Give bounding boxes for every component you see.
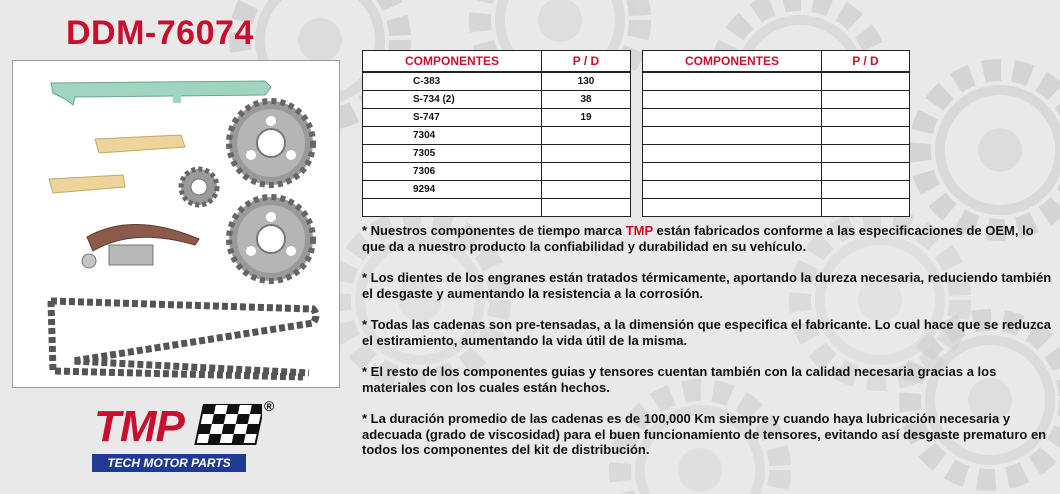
- pd-cell: [822, 145, 910, 163]
- timing-chain: [51, 301, 316, 377]
- component-cell: [643, 199, 822, 217]
- tensioner-arm: [82, 224, 199, 268]
- tmp-logo: [88, 400, 284, 480]
- pd-cell: [542, 181, 631, 199]
- table-row: [643, 109, 910, 127]
- table-row: [643, 72, 910, 91]
- pd-cell: [822, 163, 910, 181]
- product-image-frame: [12, 60, 340, 388]
- component-cell: 9294: [363, 181, 542, 199]
- pd-cell: [822, 72, 910, 91]
- table-row: [643, 181, 910, 199]
- component-cell: 7305: [363, 145, 542, 163]
- table-row: [363, 181, 631, 199]
- table-row: [643, 163, 910, 181]
- logo-wordmark: TMP: [94, 402, 184, 451]
- component-cell: [643, 91, 822, 109]
- logo-tagline: TECH MOTOR PARTS: [92, 454, 246, 472]
- camshaft-gear-top: [229, 101, 313, 185]
- pd-cell: [542, 127, 631, 145]
- table-row: [363, 91, 631, 109]
- checkered-flag-icon: [194, 404, 262, 452]
- crankshaft-gear: [181, 169, 217, 205]
- column-header-components: COMPONENTES: [643, 51, 822, 73]
- component-cell: 7304: [363, 127, 542, 145]
- note-text: están fabricados conforme a las especificaciones de OEM, lo que da a nuestro producto la confiabilidad y durabilidad en su vehículo.: [362, 223, 1034, 254]
- component-cell: S-734 (2): [363, 91, 542, 109]
- component-cell: [643, 127, 822, 145]
- component-cell: [643, 72, 822, 91]
- camshaft-gear-bottom: [229, 197, 313, 281]
- pd-cell: [822, 109, 910, 127]
- product-code-title: DDM-76074: [66, 14, 254, 52]
- pd-cell: [542, 199, 631, 217]
- note-text: * Nuestros componentes de tiempo marca: [362, 223, 626, 238]
- table-row: [643, 145, 910, 163]
- brand-highlight: TMP: [625, 223, 653, 238]
- note-chain-lifespan: * La duración promedio de las cadenas es de 100,000 Km siempre y cuando haya lubricación necesaria y adecuada (grado de viscosidad) para el buen funcionamiento de tensores, evitando así desgaste prematuro en todos los componentes del kit de distribución.: [362, 411, 1047, 457]
- component-cell: [363, 199, 542, 217]
- component-cell: 7306: [363, 163, 542, 181]
- pd-cell: [542, 163, 631, 181]
- registered-mark: ®: [264, 398, 275, 414]
- table-row: [363, 109, 631, 127]
- column-header-pd: P / D: [822, 51, 910, 73]
- component-cell: [643, 109, 822, 127]
- chain-guide-short: [95, 135, 185, 153]
- pd-cell: [822, 127, 910, 145]
- pd-cell: [822, 91, 910, 109]
- chain-guide-long: [51, 81, 271, 105]
- timing-kit-illustration: [13, 61, 339, 387]
- pd-cell: 38: [542, 91, 631, 109]
- component-cell: [643, 145, 822, 163]
- table-row: [363, 163, 631, 181]
- column-header-components: COMPONENTES: [363, 51, 542, 73]
- components-table-secondary: [642, 50, 910, 217]
- component-cell: S-747: [363, 109, 542, 127]
- note-gear-teeth: * Los dientes de los engranes están tratados térmicamente, aportando la dureza necesaria, reduciendo también el desgaste y aumentando la resistencia a la corrosión.: [362, 270, 1052, 301]
- table-row: [363, 72, 631, 91]
- components-table-primary: [362, 50, 631, 217]
- table-row: [643, 199, 910, 217]
- product-notes: [362, 223, 1052, 474]
- table-row: [643, 91, 910, 109]
- pd-cell: [822, 199, 910, 217]
- table-row: [363, 199, 631, 217]
- note-pretensioned-chains: * Todas las cadenas son pre-tensadas, a la dimensión que especifica el fabricante. Lo cual hace que se reduzca el estiramiento, aumentando la vida útil de la misma.: [362, 317, 1052, 348]
- component-cell: [643, 181, 822, 199]
- pd-cell: [542, 145, 631, 163]
- chain-guide-small: [49, 175, 125, 193]
- pd-cell: 130: [542, 72, 631, 91]
- note-guides-tensioners: * El resto de los componentes guias y tensores cuentan también con la calidad necesaria gracias a los materiales con los cuales están hechos.: [362, 364, 997, 395]
- table-row: [643, 127, 910, 145]
- component-cell: C-383: [363, 72, 542, 91]
- component-cell: [643, 163, 822, 181]
- pd-cell: [822, 181, 910, 199]
- note-oem-quality: [362, 223, 1052, 254]
- column-header-pd: P / D: [542, 51, 631, 73]
- pd-cell: 19: [542, 109, 631, 127]
- table-row: [363, 145, 631, 163]
- table-row: [363, 127, 631, 145]
